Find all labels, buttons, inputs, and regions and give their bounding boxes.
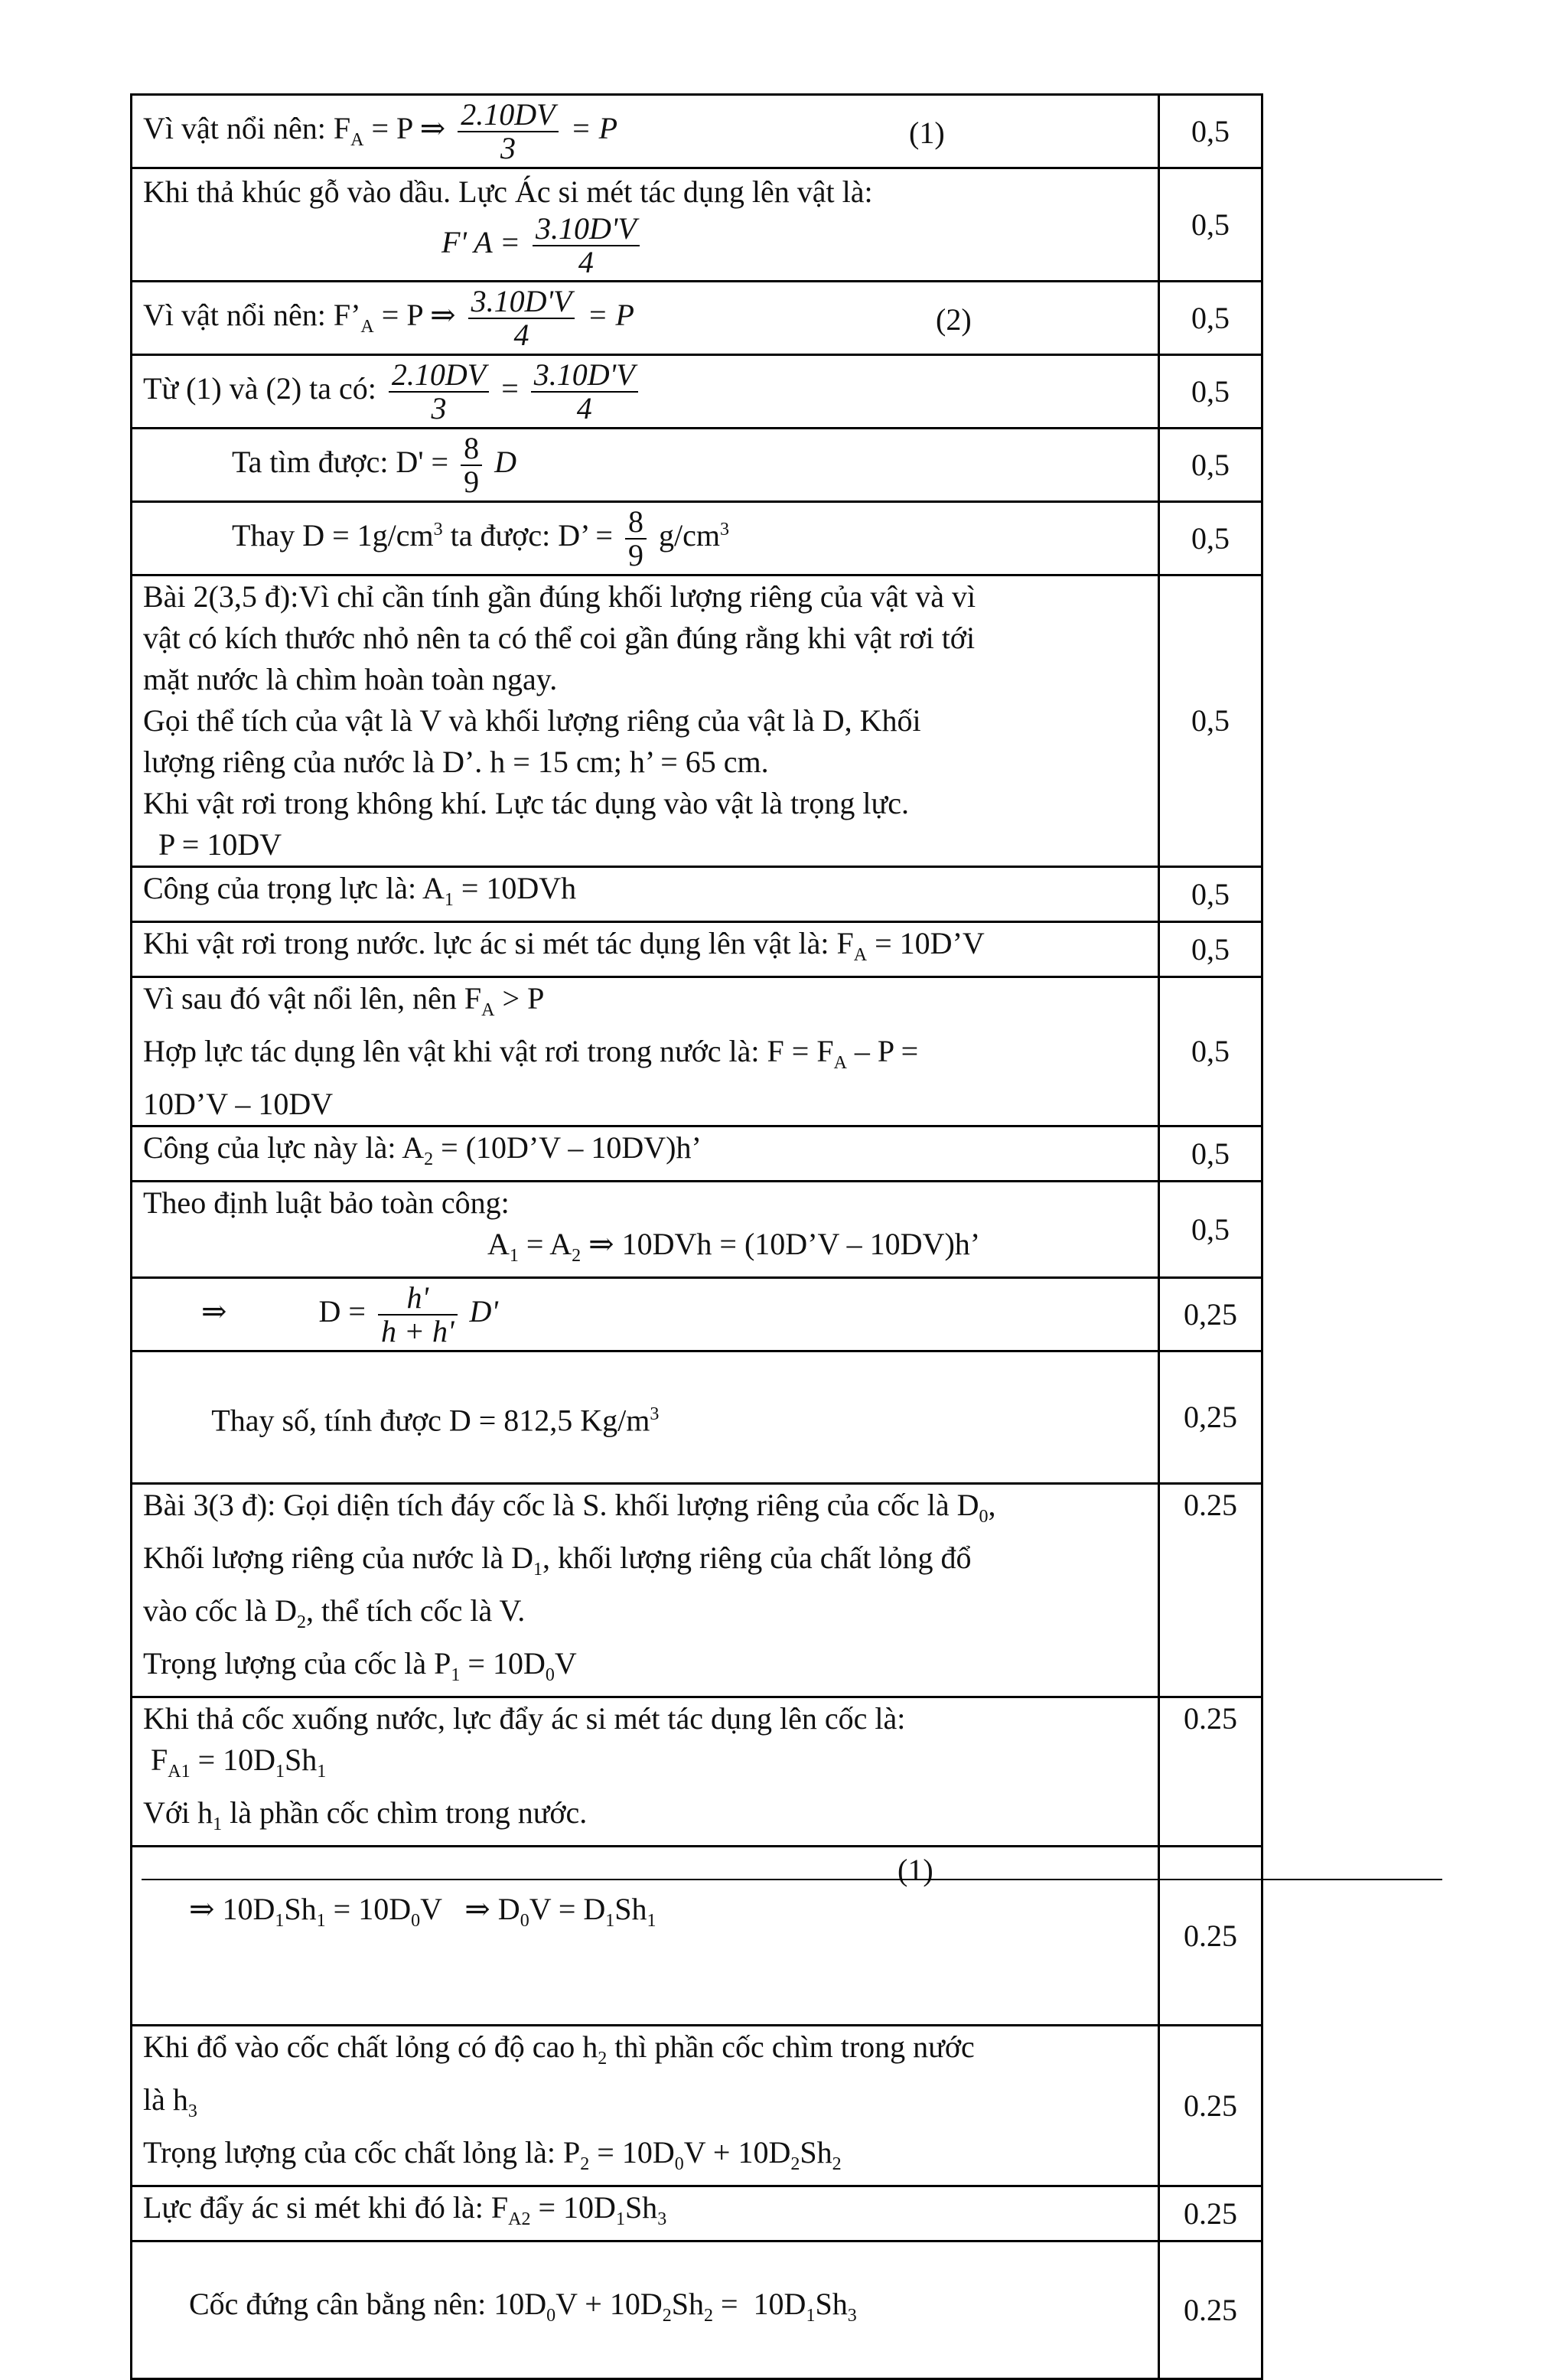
subscript: 2: [580, 2154, 590, 2175]
fraction: [458, 96, 558, 165]
subscript: 2: [424, 1149, 434, 1169]
text-line: lượng riêng của nước là D’. h = 15 cm; h’ = 65 cm.: [143, 745, 769, 779]
subscript: A2: [508, 2209, 531, 2230]
text-line: Khi vật rơi trong không khí. Lực tác dụng vào vật là trọng lực.: [143, 786, 909, 820]
row-content: [132, 2241, 1159, 2379]
subscript: 1: [647, 1911, 656, 1932]
table-row: [132, 575, 1262, 867]
table-row: [132, 168, 1262, 282]
subscript: 1: [275, 1911, 285, 1932]
score-cell: 0,5: [1159, 1126, 1262, 1182]
text: = 10D: [460, 1646, 546, 1681]
denominator: 4: [513, 317, 529, 352]
text: Sh: [284, 1892, 317, 1927]
text: Sh: [614, 1892, 647, 1927]
numerator: 2.10DV: [389, 359, 489, 393]
table-row: [132, 867, 1262, 922]
score-cell: 0.25: [1159, 1484, 1262, 1697]
subscript: 1: [317, 1762, 327, 1782]
text: Sh: [671, 2287, 704, 2322]
subscript: 2: [572, 1246, 582, 1266]
text: ⇒ 10D: [189, 1892, 275, 1927]
text-line: vật có kích thước nhỏ nên ta có thể coi gần đúng rằng khi vật rơi tới: [143, 621, 976, 655]
table-row: [132, 2026, 1262, 2186]
subscript: 2: [790, 2154, 800, 2175]
text: = P ⇒: [373, 297, 464, 332]
subscript: 2: [598, 2049, 608, 2069]
text: Khi vật rơi trong nước. lực ác si mét tác dụng lên vật là: F: [143, 926, 854, 960]
numerator: h': [378, 1282, 458, 1316]
answer-key-table: [130, 93, 1263, 2380]
row-content: [132, 1182, 1159, 1278]
table-row: [132, 502, 1262, 575]
subscript: A: [833, 1053, 847, 1073]
text: Sh: [800, 2135, 832, 2170]
text: Lực đẩy ác si mét khi đó là: F: [143, 2190, 509, 2225]
table-row: [132, 429, 1262, 502]
numerator: 3.10D'V: [531, 359, 638, 393]
implies-symbol: ⇒: [201, 1293, 227, 1329]
text: g/cm: [651, 517, 720, 553]
table-row: [132, 355, 1262, 429]
text: , khối lượng riêng của chất lỏng đổ: [542, 1540, 972, 1576]
subscript: 2: [704, 2306, 713, 2326]
fraction: [533, 210, 640, 279]
fraction: [378, 1282, 458, 1348]
subscript: 1: [615, 2209, 625, 2230]
text: = A: [518, 1227, 572, 1261]
denominator: 3: [500, 130, 516, 165]
text: Vì vật nổi nên: F: [143, 110, 351, 145]
text: Thay số, tính được D = 812,5 Kg/m: [189, 1403, 650, 1438]
text: là phần cốc chìm trong nước.: [222, 1795, 588, 1831]
fraction: [625, 506, 647, 572]
text: Cốc đứng cân bằng nên: 10D: [189, 2287, 547, 2322]
text: Trọng lượng của cốc là P: [143, 1646, 451, 1681]
subscript: 1: [806, 2306, 816, 2326]
table-row: [132, 1847, 1262, 2026]
text: Bài 3(3 đ): Gọi diện tích đáy cốc là S. khối lượng riêng của cốc là D: [143, 1488, 979, 1523]
subscript: 1: [533, 1560, 542, 1580]
text: là h: [143, 2082, 188, 2118]
text: D: [487, 444, 516, 479]
footer-rule: [142, 1879, 1442, 1880]
text: Vì vật nổi nên: F’: [143, 297, 361, 332]
table-row: [132, 2186, 1262, 2241]
text: = 10D: [530, 2190, 616, 2225]
text: Khối lượng riêng của nước là D: [143, 1540, 533, 1576]
row-content: [132, 168, 1159, 282]
score-cell: 0,5: [1159, 95, 1262, 168]
row-content: [132, 867, 1159, 922]
subscript: 0: [545, 1665, 555, 1686]
score-cell: 0,5: [1159, 867, 1262, 922]
subscript: 0: [979, 1507, 989, 1527]
subscript: A1: [168, 1762, 191, 1782]
row-content: [132, 977, 1159, 1126]
text: = 10D: [713, 2287, 806, 2322]
text-line: mặt nước là chìm hoàn toàn ngay.: [143, 662, 558, 696]
row-content: [132, 1278, 1159, 1351]
text: vào cốc là D: [143, 1593, 298, 1629]
row-content: [132, 1697, 1159, 1847]
text: > P: [494, 981, 545, 1016]
subscript: 2: [297, 1612, 307, 1633]
row-content: [132, 2186, 1159, 2241]
equation-tag: (1): [909, 116, 945, 150]
equation-tag: (1): [898, 1853, 933, 1888]
score-cell: 0,5: [1159, 168, 1262, 282]
numerator: 2.10DV: [458, 99, 558, 132]
score-cell: 0,5: [1159, 502, 1262, 575]
text: F' A =: [441, 224, 528, 259]
subscript: 1: [509, 1246, 519, 1266]
score-cell: 0,25: [1159, 1278, 1262, 1351]
denominator: h + h': [380, 1313, 454, 1348]
text: = 10D: [190, 1743, 276, 1778]
text: = P: [562, 110, 618, 145]
text: = P: [579, 297, 634, 332]
table-row: [132, 2241, 1262, 2379]
text: Với h: [143, 1795, 213, 1831]
text: D': [461, 1293, 498, 1329]
text: A: [487, 1227, 510, 1261]
numerator: 8: [625, 506, 647, 540]
superscript: 3: [650, 1404, 660, 1424]
subscript: 3: [657, 2209, 667, 2230]
text: ⇒ 10DVh = (10D’V – 10DV)h’: [581, 1227, 981, 1261]
score-cell: 0.25: [1159, 2241, 1262, 2379]
text: Hợp lực tác dụng lên vật khi vật rơi trong nước là: F = F: [143, 1034, 834, 1068]
text: Sh: [624, 2190, 658, 2225]
score-cell: 0,5: [1159, 922, 1262, 977]
score-cell: 0,5: [1159, 575, 1262, 867]
denominator: 9: [628, 537, 643, 572]
text: V + 10D: [555, 2287, 663, 2322]
subscript: 3: [187, 2101, 197, 2122]
table-row: [132, 1182, 1262, 1278]
text: Từ (1) và (2) ta có:: [143, 370, 384, 406]
row-content: [132, 355, 1159, 429]
superscript: 3: [719, 519, 729, 540]
text: = 10D’V: [867, 926, 985, 960]
text-line: Bài 2(3,5 đ):Vì chỉ cần tính gần đúng khối lượng riêng của vật và vì: [143, 579, 976, 614]
text: ,: [988, 1488, 996, 1523]
text: thì phần cốc chìm trong nước: [607, 2030, 975, 2065]
subscript: 0: [411, 1911, 421, 1932]
text: V = D: [529, 1892, 606, 1927]
text-line: 10D’V – 10DV: [143, 1087, 334, 1121]
score-cell: 0,5: [1159, 1182, 1262, 1278]
text: Trọng lượng của cốc chất lỏng là: P: [143, 2135, 581, 2170]
text: = P ⇒: [363, 110, 454, 145]
row-content: [132, 282, 1159, 355]
row-content: [132, 429, 1159, 502]
text: Khi thả khúc gỗ vào dầu. Lực Ác si mét tác dụng lên vật là:: [143, 174, 873, 209]
text: = 10DVh: [453, 871, 577, 905]
text: = 10D: [325, 1892, 412, 1927]
equation-tag: (2): [936, 302, 972, 337]
subscript: 1: [213, 1814, 223, 1835]
superscript: 3: [433, 519, 443, 540]
table-row: [132, 95, 1262, 168]
score-cell: 0.25: [1159, 2026, 1262, 2186]
row-content: [132, 922, 1159, 977]
fraction: [468, 285, 575, 351]
table-row: [132, 1484, 1262, 1697]
table-row: [132, 1126, 1262, 1182]
subscript: A: [853, 945, 868, 965]
subscript: 2: [832, 2154, 842, 2175]
fraction: [389, 359, 489, 425]
text: = 10D: [589, 2135, 675, 2170]
score-cell: 0,5: [1159, 355, 1262, 429]
score-cell: 0,5: [1159, 282, 1262, 355]
subscript: A: [481, 1000, 495, 1020]
numerator: 3.10D'V: [533, 213, 640, 246]
denominator: 4: [576, 390, 592, 425]
text: , thể tích cốc là V.: [306, 1593, 526, 1629]
row-content: [132, 575, 1159, 867]
text-line: Gọi thể tích của vật là V và khối lượng riêng của vật là D, Khối: [143, 703, 921, 738]
text: Thay D = 1g/cm: [232, 517, 434, 553]
score-cell: 0.25: [1159, 2186, 1262, 2241]
fraction: [461, 432, 482, 498]
text: V: [554, 1646, 577, 1681]
text: =: [494, 370, 526, 406]
subscript: 0: [674, 2154, 684, 2175]
score-cell: 0.25: [1159, 1847, 1262, 2026]
text: V + 10D: [683, 2135, 791, 2170]
row-content: [132, 1847, 1159, 2026]
table-row: [132, 282, 1262, 355]
text-line: P = 10DV: [143, 827, 282, 862]
score-cell: 0,5: [1159, 977, 1262, 1126]
text: Công của lực này là: A: [143, 1130, 425, 1165]
text: Ta tìm được: D' =: [232, 444, 457, 479]
text: F: [143, 1743, 168, 1778]
row-content: [132, 2026, 1159, 2186]
subscript: 2: [662, 2306, 672, 2326]
table-row: [132, 977, 1262, 1126]
table-row: [132, 922, 1262, 977]
text: V ⇒ D: [420, 1892, 520, 1927]
denominator: 4: [578, 244, 594, 279]
subscript: 1: [275, 1762, 285, 1782]
grading-sheet: [130, 93, 1261, 2380]
numerator: 3.10D'V: [468, 285, 575, 319]
denominator: 3: [431, 390, 447, 425]
subscript: A: [350, 129, 364, 150]
row-content: [132, 1351, 1159, 1484]
text: Vì sau đó vật nổi lên, nên F: [143, 981, 482, 1016]
subscript: 0: [520, 1911, 529, 1932]
row-content: [132, 502, 1159, 575]
score-cell: 0.25: [1159, 1697, 1262, 1847]
table-row: [132, 1278, 1262, 1351]
text: Sh: [285, 1743, 318, 1778]
denominator: 9: [464, 464, 480, 499]
text: Khi đổ vào cốc chất lỏng có độ cao h: [143, 2030, 598, 2065]
subscript: 1: [316, 1911, 326, 1932]
row-content: [132, 1126, 1159, 1182]
text: D =: [318, 1293, 373, 1329]
text: – P =: [846, 1034, 919, 1068]
row-content: [132, 95, 1159, 168]
subscript: 1: [605, 1911, 615, 1932]
row-content: [132, 1484, 1159, 1697]
table-row: [132, 1351, 1262, 1484]
score-cell: 0,5: [1159, 429, 1262, 502]
subscript: 3: [847, 2306, 857, 2326]
subscript: 0: [546, 2306, 556, 2326]
text-line: Theo định luật bảo toàn công:: [143, 1185, 510, 1220]
subscript: 1: [451, 1665, 461, 1686]
text: Sh: [815, 2287, 848, 2322]
text: = (10D’V – 10DV)h’: [433, 1130, 702, 1165]
table-row: [132, 1697, 1262, 1847]
text: Công của trọng lực là: A: [143, 871, 445, 905]
subscript: A: [360, 316, 374, 337]
text: ta được: D’ =: [442, 517, 621, 553]
numerator: 8: [461, 432, 482, 466]
subscript: 1: [444, 890, 454, 910]
score-cell: 0,25: [1159, 1351, 1262, 1484]
text-line: Khi thả cốc xuống nước, lực đẩy ác si mét tác dụng lên cốc là:: [143, 1701, 906, 1736]
fraction: [531, 359, 638, 425]
